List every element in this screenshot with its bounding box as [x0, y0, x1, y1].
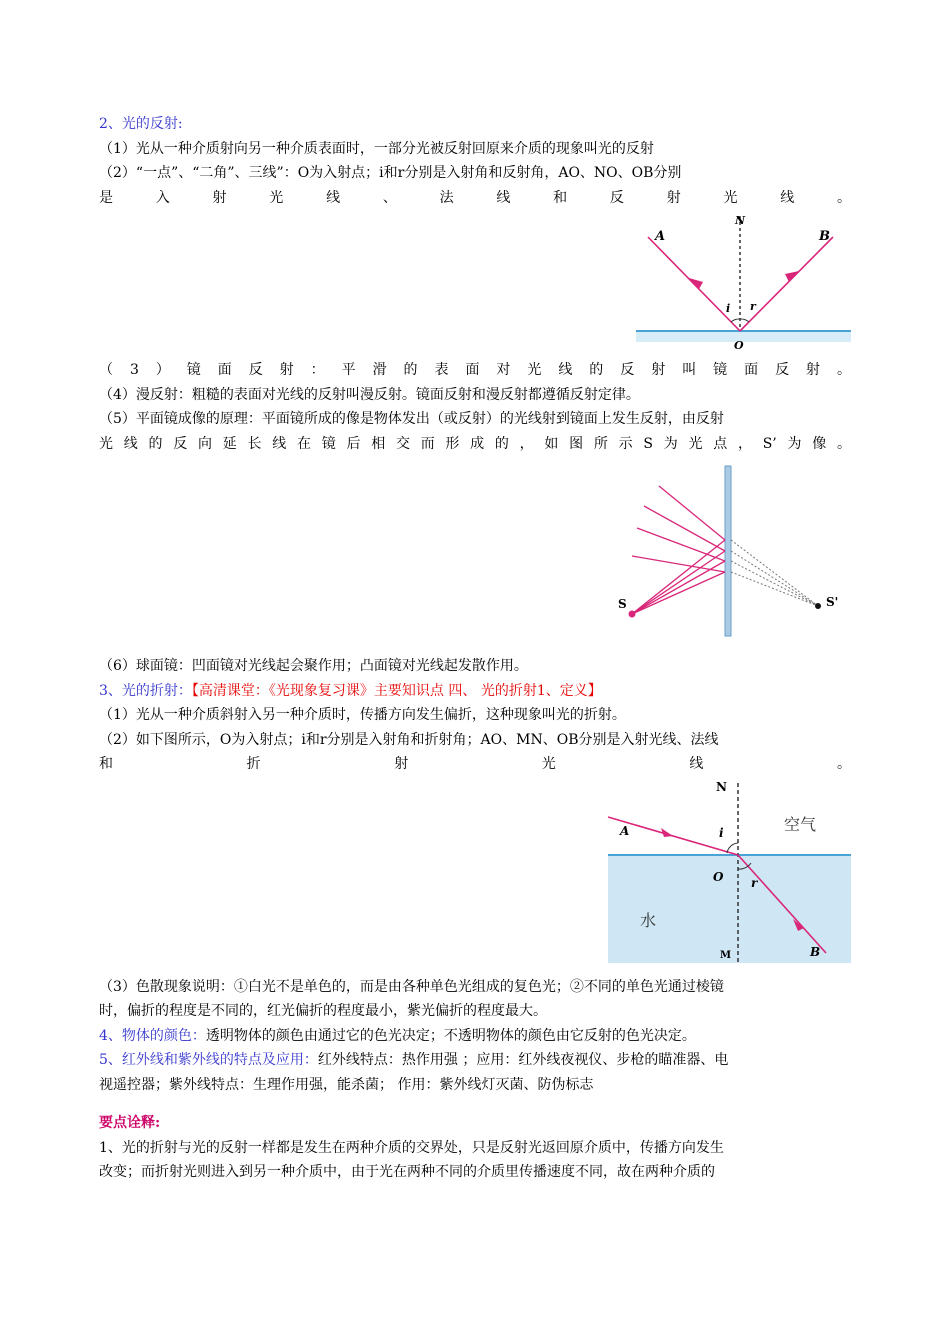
section3-p1: （1）光从一种介质斜射入另一种介质时，传播方向发生偏折，这种现象叫光的折射。 [99, 707, 626, 723]
label-M: M [720, 949, 732, 961]
label-r: r [751, 875, 758, 890]
plane-mirror-figure [99, 456, 851, 654]
section2-p3: （3）镜面反射：平滑的表面对光线的反射叫镜面反射。 [99, 362, 851, 378]
section3-heading: 3、光的折射： [99, 682, 192, 699]
section2-p5a: （5）平面镜成像的原理：平面镜所成的像是物体发出（或反射）的光线射到镜面上发生反射，由反射 [99, 411, 724, 427]
label-A: A [655, 229, 666, 244]
label-r: r [750, 300, 756, 313]
label-O: O [734, 339, 744, 352]
label-N: N [735, 214, 746, 227]
section5-text-a: 红外线特点：热作用强 ；应用：红外线夜视仪、步枪的瞄准器、电 [317, 1052, 729, 1068]
section2-p4: （4）漫反射：粗糙的表面对光线的反射叫漫反射。镜面反射和漫反射都遵循反射定律。 [99, 386, 640, 403]
section2-p6: （6）球面镜：凹面镜对光线起会聚作用；凸面镜对光线起发散作用。 [99, 658, 528, 674]
section3-link[interactable]: 【高清课堂：《光现象复习课》主要知识点 四、 光的折射1、定义】 [191, 682, 602, 699]
refraction-figure [99, 777, 851, 975]
section5-heading: 5、红外线和紫外线的特点及应用： [99, 1052, 318, 1068]
label-i: i [719, 825, 724, 840]
section2-p2a: （2）“一点”、“二角”、三线”：O为入射点；i和r分别是入射角和反射角，AO、NO、OB分别 [99, 165, 682, 181]
keypoints-heading: 要点诠释: [99, 1115, 161, 1131]
section2-heading: 2、光的反射: [99, 116, 183, 132]
label-water: 水 [640, 910, 657, 930]
incident-ray [648, 237, 740, 331]
section3-p3a: （3）色散现象说明：①白光不是单色的，而是由各种单色光组成的复色光；②不同的单色光通过棱镜 [99, 978, 724, 995]
reflection-figure [99, 210, 851, 358]
section3-p2b: 和折射光线。 [99, 756, 851, 772]
section2-p2b: 是入射光线、法线和反射光线。 [99, 189, 851, 206]
section5-line-a [99, 1048, 851, 1073]
plane-mirror [725, 466, 731, 636]
label-B: B [819, 229, 830, 244]
label-S-prime: S' [826, 595, 839, 609]
label-S: S [618, 597, 627, 611]
point-S [629, 611, 636, 618]
section5-text-b: 视遥控器；紫外线特点：生理作用强，能杀菌； 作用：紫外线灯灭菌、防伪标志 [99, 1076, 594, 1093]
section2-p1: （1）光从一种介质射向另一种介质表面时，一部分光被反射回原来介质的现象叫光的反射 [99, 140, 654, 157]
keypoints-p1a: 1、光的折射与光的反射一样都是发生在两种介质的交界处，只是反射光返回原介质中，传播方向发生 [99, 1139, 724, 1156]
document-page [99, 112, 851, 1185]
section4-heading: 4、物体的颜色： [99, 1027, 206, 1044]
label-B: B [810, 944, 821, 959]
label-A: A [620, 823, 630, 838]
section2-p5b: 光线的反向延长线在镜后相交而形成的，如图所示S为光点，S’为像。 [99, 435, 851, 452]
label-air: 空气 [784, 814, 817, 834]
reflected-ray [740, 237, 833, 331]
section3-p3b: 时，偏折的程度是不同的，红光偏折的程度最小，紫光偏折的程度最大。 [99, 1003, 547, 1019]
section3-heading-line [99, 679, 851, 704]
label-O: O [713, 869, 724, 884]
label-i: i [726, 302, 731, 315]
section4-line [99, 1024, 851, 1049]
section4-text: 透明物体的颜色由通过它的色光决定；不透明物体的颜色由它反射的色光决定。 [205, 1027, 696, 1044]
keypoints-p1b: 改变；而折射光则进入到另一种介质中，由于光在两种不同的介质里传播速度不同，故在两种介质的 [99, 1164, 715, 1180]
label-N: N [716, 779, 727, 794]
point-S-image [815, 603, 821, 609]
section3-p2a: （2）如下图所示，O为入射点；i和r分别是入射角和折射角；AO、MN、OB分别是入射光线、法线 [99, 731, 719, 748]
